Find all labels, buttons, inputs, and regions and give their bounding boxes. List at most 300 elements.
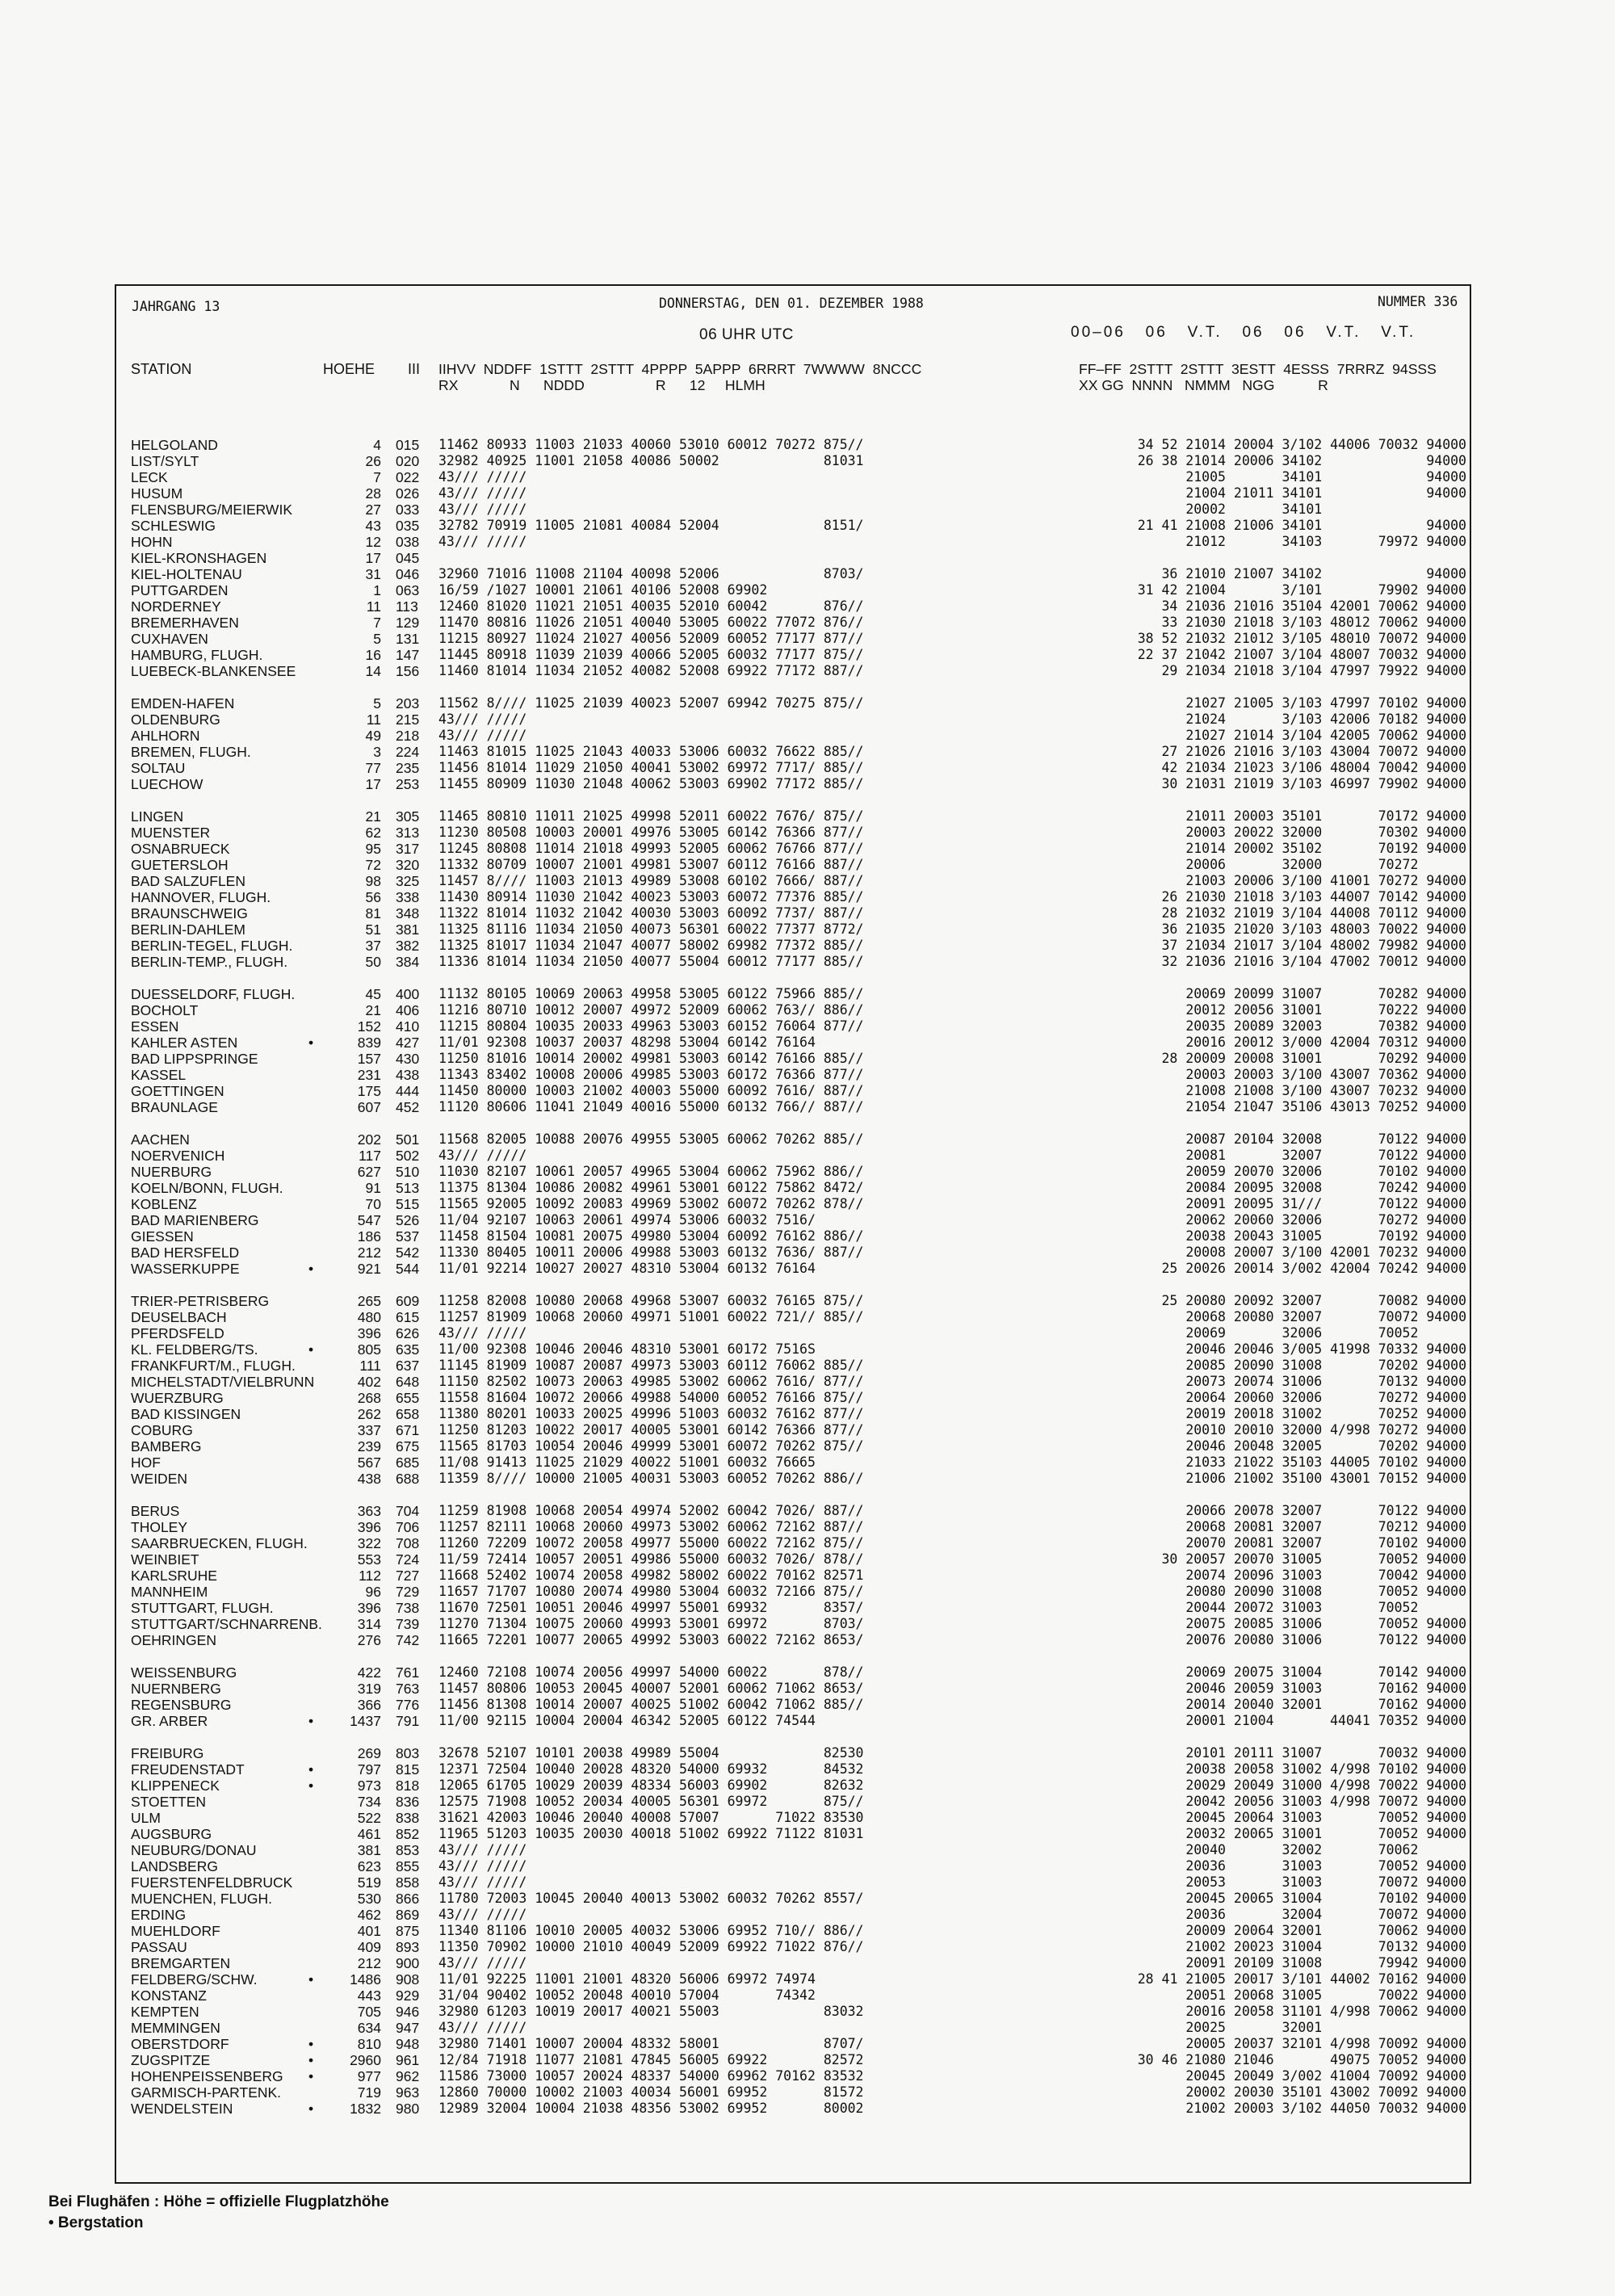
station-height: 239 [357, 1438, 381, 1454]
station-height: 705 [357, 2004, 381, 2020]
station-index: 724 [396, 1551, 420, 1568]
station-height: 50 [365, 954, 381, 970]
station-height: 28 [365, 485, 381, 502]
station-index: 400 [396, 986, 420, 1002]
synop-right-groups: 21005 34101 94000 [1185, 469, 1466, 485]
synop-right-groups: 21027 21005 3/103 47997 70102 94000 [1185, 695, 1466, 711]
synop-left-groups: 11259 81908 10068 20054 49974 52002 60042 7026/ 887// [438, 1503, 864, 1518]
station-index: 858 [396, 1874, 420, 1891]
station-name: REGENSBURG [131, 1697, 232, 1713]
synop-left-groups: 11457 8//// 11003 21013 49989 53008 60102 7666/ 887// [438, 873, 864, 888]
station-height: 522 [357, 1810, 381, 1826]
station-index: 129 [396, 615, 420, 631]
synop-left-groups: 43/// ///// [438, 1842, 527, 1857]
station-height: 21 [365, 1002, 381, 1018]
synop-right-groups: 20032 20065 31001 70052 94000 [1185, 1826, 1466, 1841]
station-height: 839 [357, 1035, 381, 1051]
synop-left-groups: 12860 70000 10002 21003 40034 56001 69952 81572 [438, 2084, 864, 2100]
station-index: 338 [396, 889, 420, 905]
station-index: 658 [396, 1406, 420, 1422]
station-height: 462 [357, 1907, 381, 1923]
station-name: COBURG [131, 1422, 193, 1438]
issue-number: NUMMER 336 [1378, 294, 1458, 309]
station-name: SAARBRUECKEN, FLUGH. [131, 1535, 308, 1551]
station-name: BAD LIPPSPRINGE [131, 1051, 258, 1067]
station-index: 513 [396, 1180, 420, 1196]
synop-right-groups: 20040 32002 70062 [1185, 1842, 1466, 1857]
synop-left-groups: 11668 52402 10074 20058 49982 58002 60022 70162 82571 [438, 1568, 864, 1583]
station-index: 218 [396, 728, 420, 744]
synop-right-groups: 20012 20056 31001 70222 94000 [1185, 1002, 1466, 1018]
synop-left-groups: 11257 81909 10068 20060 49971 51001 60022 721// 885// [438, 1309, 864, 1324]
mountain-station-marker: • [308, 1261, 314, 1277]
station-index: 542 [396, 1245, 420, 1261]
station-name: FELDBERG/SCHW. [131, 1971, 258, 1987]
synop-left-groups: 32782 70919 11005 21081 40084 52004 8151/ [438, 518, 864, 533]
station-height: 81 [365, 905, 381, 921]
synop-right-groups: 21 41 21008 21006 34101 94000 [1137, 518, 1466, 533]
station-height: 202 [357, 1131, 381, 1148]
synop-left-groups: 11450 80000 10003 21002 40003 55000 60092 7616/ 887// [438, 1083, 864, 1098]
station-height: 17 [365, 550, 381, 566]
synop-left-groups: 31/04 90402 10052 20048 40010 57004 74342 [438, 1987, 816, 2003]
station-name: PUTTGARDEN [131, 582, 229, 598]
station-height: 265 [357, 1293, 381, 1309]
station-height: 17 [365, 776, 381, 792]
col-iii: III [408, 361, 421, 377]
station-name: WASSERKUPPE [131, 1261, 240, 1277]
synop-right-groups: 28 41 21005 20017 3/101 44002 70162 94000 [1137, 1971, 1466, 1987]
station-height: 396 [357, 1325, 381, 1341]
station-name: FREIBURG [131, 1745, 204, 1761]
station-index: 727 [396, 1568, 420, 1584]
synop-left-groups: 11460 81014 11034 21052 40082 52008 69922 77172 887// [438, 663, 864, 678]
station-height: 111 [359, 1358, 381, 1374]
synop-right-groups: 20044 20072 31003 70052 [1185, 1600, 1466, 1615]
station-index: 961 [396, 2052, 420, 2068]
station-index: 253 [396, 776, 420, 792]
station-name: OLDENBURG [131, 711, 220, 728]
station-height: 70 [365, 1196, 381, 1212]
station-name: KASSEL [131, 1067, 187, 1083]
col-right-codes: FF–FF 2STTT 2STTT 3ESTT 4ESSS 7RRRZ 94SSS [1079, 361, 1437, 377]
station-index: 803 [396, 1745, 420, 1761]
station-index: 224 [396, 744, 420, 760]
synop-left-groups: 11568 82005 10088 20076 49955 53005 60062 70262 885// [438, 1131, 864, 1147]
col-hoehe: HOEHE [323, 361, 375, 377]
station-height: 212 [357, 1955, 381, 1971]
synop-left-groups: 11465 80810 11011 21025 49998 52011 60022 7676/ 875// [438, 808, 864, 824]
station-index: 708 [396, 1535, 420, 1551]
synop-right-groups: 20053 31003 70072 94000 [1185, 1874, 1466, 1890]
station-index: 501 [396, 1131, 420, 1148]
synop-right-groups: 20076 20080 31006 70122 94000 [1185, 1632, 1466, 1647]
station-height: 16 [365, 647, 381, 663]
station-index: 704 [396, 1503, 420, 1519]
station-height: 314 [357, 1616, 381, 1632]
station-index: 317 [396, 841, 420, 857]
station-name: AHLHORN [131, 728, 200, 744]
station-index: 526 [396, 1212, 420, 1228]
station-height: 5 [373, 631, 381, 647]
station-name: HANNOVER, FLUGH. [131, 889, 271, 905]
station-name: OSNABRUECK [131, 841, 230, 857]
station-name: BAMBERG [131, 1438, 202, 1454]
synop-left-groups: 11462 80933 11003 21033 40060 53010 60012 70272 875// [438, 437, 864, 452]
synop-right-groups: 21002 20003 3/102 44050 70032 94000 [1185, 2101, 1466, 2116]
station-height: 921 [357, 1261, 381, 1277]
station-name: KIEL-HOLTENAU [131, 566, 242, 582]
station-height: 175 [357, 1083, 381, 1099]
station-index: 515 [396, 1196, 420, 1212]
station-height: 21 [365, 808, 381, 825]
synop-left-groups: 12460 81020 11021 21051 40035 52010 60042 876// [438, 598, 864, 614]
station-name: BAD MARIENBERG [131, 1212, 259, 1228]
station-index: 875 [396, 1923, 420, 1939]
synop-left-groups: 11/00 92308 10046 20046 48310 53001 60172 7516S [438, 1341, 816, 1357]
synop-left-groups: 11245 80808 11014 21018 49993 52005 60062 76766 877// [438, 841, 864, 856]
station-height: 117 [359, 1148, 381, 1164]
station-height: 337 [357, 1422, 381, 1438]
synop-right-groups: 27 21026 21016 3/103 43004 70072 94000 [1161, 744, 1466, 759]
station-index: 502 [396, 1148, 420, 1164]
station-height: 567 [357, 1454, 381, 1471]
mountain-station-marker: • [308, 2068, 314, 2084]
station-height: 231 [357, 1067, 381, 1083]
station-height: 62 [365, 825, 381, 841]
synop-right-groups: 32 21036 21016 3/104 47002 70012 94000 [1161, 954, 1466, 969]
synop-left-groups: 11455 80909 11030 21048 40062 53003 69902 77172 885// [438, 776, 864, 791]
station-name: FRANKFURT/M., FLUGH. [131, 1358, 296, 1374]
station-index: 655 [396, 1390, 420, 1406]
synop-right-groups: 21011 20003 35101 70172 94000 [1185, 808, 1466, 824]
synop-right-groups: 20051 20068 31005 70022 94000 [1185, 1987, 1466, 2003]
synop-left-groups: 11456 81014 11029 21050 40041 53002 69972 7717/ 885// [438, 760, 864, 775]
synop-left-groups: 11325 81116 11034 21050 40073 56301 60022 77377 8772/ [438, 921, 864, 937]
synop-right-groups: 20059 20070 32006 70102 94000 [1185, 1164, 1466, 1179]
station-name: FLENSBURG/MEIERWIK [131, 502, 292, 518]
synop-left-groups: 11322 81014 11032 21042 40030 53003 60092 7737/ 887// [438, 905, 864, 921]
station-height: 480 [357, 1309, 381, 1325]
station-name: LECK [131, 469, 168, 485]
station-index: 729 [396, 1584, 420, 1600]
station-name: AUGSBURG [131, 1826, 212, 1842]
synop-left-groups: 11336 81014 11034 21050 40077 55004 60012 77177 885// [438, 954, 864, 969]
station-index: 963 [396, 2084, 420, 2101]
station-height: 734 [357, 1794, 381, 1810]
station-name: BREMERHAVEN [131, 615, 239, 631]
synop-left-groups: 11216 80710 10012 20007 49972 52009 60062 763// 886// [438, 1002, 864, 1018]
station-index: 381 [396, 921, 420, 938]
station-name: ERDING [131, 1907, 187, 1923]
synop-right-groups: 20038 20043 31005 70192 94000 [1185, 1228, 1466, 1244]
station-height: 11 [366, 711, 381, 728]
synop-left-groups: 11145 81909 10087 20087 49973 53003 60112 76062 885// [438, 1358, 864, 1373]
synop-left-groups: 11215 80927 11024 21027 40056 52009 60052 77177 877// [438, 631, 864, 646]
synop-left-groups: 32980 71401 10007 20004 48332 58001 8707/ [438, 2036, 864, 2051]
station-index: 635 [396, 1341, 420, 1358]
station-index: 946 [396, 2004, 420, 2020]
station-name: BERLIN-DAHLEM [131, 921, 245, 938]
station-height: 973 [357, 1778, 381, 1794]
synop-left-groups: 12575 71908 10052 20034 40005 56301 69972 875// [438, 1794, 864, 1809]
station-name: HOHN [131, 534, 173, 550]
synop-left-groups: 11260 72209 10072 20058 49977 55000 60022 72162 875// [438, 1535, 864, 1551]
station-index: 035 [396, 518, 420, 534]
synop-right-groups: 20046 20059 31003 70162 94000 [1185, 1681, 1466, 1696]
synop-left-groups: 12460 72108 10074 20056 49997 54000 60022 878// [438, 1664, 864, 1680]
station-index: 026 [396, 485, 420, 502]
synop-left-groups: 11030 82107 10061 20057 49965 53004 60062 75962 886// [438, 1164, 864, 1179]
synop-left-groups: 43/// ///// [438, 1148, 527, 1163]
station-name: LANDSBERG [131, 1858, 218, 1874]
station-name: BOCHOLT [131, 1002, 199, 1018]
synop-right-groups: 20016 20058 31101 4/998 70062 94000 [1185, 2004, 1466, 2019]
station-index: 866 [396, 1891, 420, 1907]
station-index: 900 [396, 1955, 420, 1971]
station-name: BAD KISSINGEN [131, 1406, 241, 1422]
station-name: DUESSELDORF, FLUGH. [131, 986, 296, 1002]
station-index: 626 [396, 1325, 420, 1341]
station-index: 537 [396, 1228, 420, 1245]
synop-right-groups: 20066 20078 32007 70122 94000 [1185, 1503, 1466, 1518]
station-name: WUERZBURG [131, 1390, 224, 1406]
synop-right-groups: 25 20080 20092 32007 70082 94000 [1161, 1293, 1466, 1308]
station-name: STUTTGART, FLUGH. [131, 1600, 274, 1616]
synop-left-groups: 11375 81304 10086 20082 49961 53001 60122 75862 8472/ [438, 1180, 864, 1195]
synop-left-groups: 11445 80918 11039 21039 40066 52005 60032 77177 875// [438, 647, 864, 662]
station-index: 430 [396, 1051, 420, 1067]
station-name: AACHEN [131, 1131, 190, 1148]
station-name: GR. ARBER [131, 1713, 208, 1729]
synop-left-groups: 43/// ///// [438, 1955, 527, 1971]
station-name: WEINBIET [131, 1551, 199, 1568]
station-height: 37 [365, 938, 381, 954]
station-height: 443 [357, 1987, 381, 2004]
synop-right-groups: 20080 20090 31008 70052 94000 [1185, 1584, 1466, 1599]
station-index: 675 [396, 1438, 420, 1454]
station-name: KL. FELDBERG/TS. [131, 1341, 258, 1358]
synop-left-groups: 43/// ///// [438, 728, 527, 743]
station-height: 1 [373, 582, 381, 598]
station-height: 43 [365, 518, 381, 534]
synop-left-groups: 11458 81504 10081 20075 49980 53004 60092 76162 886// [438, 1228, 864, 1244]
synop-right-groups: 20029 20049 31000 4/998 70022 94000 [1185, 1778, 1466, 1793]
station-name: ESSEN [131, 1018, 179, 1035]
station-height: 519 [357, 1874, 381, 1891]
station-name: GIESSEN [131, 1228, 194, 1245]
synop-right-groups: 20091 20095 31/// 70122 94000 [1185, 1196, 1466, 1211]
station-height: 98 [365, 873, 381, 889]
station-name: NEUBURG/DONAU [131, 1842, 257, 1858]
station-index: 510 [396, 1164, 420, 1180]
synop-left-groups: 11340 81106 10010 20005 40032 53006 69952 710// 886// [438, 1923, 864, 1938]
synop-left-groups: 43/// ///// [438, 1874, 527, 1890]
station-name: STUTTGART/SCHNARRENB. [131, 1616, 322, 1632]
station-name: OBERSTDORF [131, 2036, 229, 2052]
synop-right-groups: 20068 20080 32007 70072 94000 [1185, 1309, 1466, 1324]
station-height: 797 [357, 1761, 381, 1778]
station-name: CUXHAVEN [131, 631, 208, 647]
synop-right-groups: 20062 20060 32006 70272 94000 [1185, 1212, 1466, 1228]
station-name: MICHELSTADT/VIELBRUNN [131, 1374, 315, 1390]
synop-left-groups: 11150 82502 10073 20063 49985 53002 60062 7616/ 877// [438, 1374, 864, 1389]
station-name: NOERVENICH [131, 1148, 225, 1164]
station-index: 147 [396, 647, 420, 663]
station-height: 553 [357, 1551, 381, 1568]
mountain-station-marker: • [308, 1713, 314, 1729]
station-name: SOLTAU [131, 760, 186, 776]
station-height: 5 [373, 695, 381, 711]
station-index: 203 [396, 695, 420, 711]
synop-left-groups: 11657 71707 10080 20074 49980 53004 60032 72166 875// [438, 1584, 864, 1599]
col-left-codes-2: RX N NDDD R 12 HLMH [438, 377, 766, 393]
station-name: LUEBECK-BLANKENSEE [131, 663, 296, 679]
synop-right-groups: 21027 21014 3/104 42005 70062 94000 [1185, 728, 1466, 743]
synop-left-groups: 12371 72504 10040 20028 48320 54000 69932 84532 [438, 1761, 864, 1777]
station-height: 72 [365, 857, 381, 873]
station-height: 607 [357, 1099, 381, 1115]
station-name: HOF [131, 1454, 161, 1471]
station-name: FREUDENSTADT [131, 1761, 245, 1778]
station-index: 020 [396, 453, 420, 469]
synop-right-groups: 21012 34103 79972 94000 [1185, 534, 1466, 549]
synop-right-groups: 20014 20040 32001 70162 94000 [1185, 1697, 1466, 1712]
synop-right-groups: 20070 20081 32007 70102 94000 [1185, 1535, 1466, 1551]
synop-right-groups: 20087 20104 32008 70122 94000 [1185, 1131, 1466, 1147]
station-height: 96 [365, 1584, 381, 1600]
synop-right-groups: 21054 21047 35106 43013 70252 94000 [1185, 1099, 1466, 1114]
station-name: BREMEN, FLUGH. [131, 744, 251, 760]
station-index: 235 [396, 760, 420, 776]
synop-right-groups: 20085 20090 31008 70202 94000 [1185, 1358, 1466, 1373]
station-name: KAHLER ASTEN [131, 1035, 238, 1051]
station-name: STOETTEN [131, 1794, 207, 1810]
synop-right-groups: 20009 20064 32001 70062 94000 [1185, 1923, 1466, 1938]
station-name: KIEL-KRONSHAGEN [131, 550, 267, 566]
synop-left-groups: 11215 80804 10035 20033 49963 53003 60152 76064 877// [438, 1018, 864, 1034]
station-index: 947 [396, 2020, 420, 2036]
station-name: NUERNBERG [131, 1681, 221, 1697]
synop-right-groups: 20038 20058 31002 4/998 70102 94000 [1185, 1761, 1466, 1777]
synop-right-groups: 20002 20030 35101 43002 70092 94000 [1185, 2084, 1466, 2100]
station-name: MUEHLDORF [131, 1923, 220, 1939]
synop-left-groups: 11780 72003 10045 20040 40013 53002 60032 70262 8557/ [438, 1891, 864, 1906]
station-index: 763 [396, 1681, 420, 1697]
synop-right-groups: 20003 20022 32000 70302 94000 [1185, 825, 1466, 840]
col-station: STATION [131, 361, 192, 377]
station-height: 4 [373, 437, 381, 453]
synop-left-groups: 32980 61203 10019 20017 40021 55003 83032 [438, 2004, 864, 2019]
synop-right-groups: 20036 32004 70072 94000 [1185, 1907, 1466, 1922]
synop-right-groups: 20074 20096 31003 70042 94000 [1185, 1568, 1466, 1583]
station-name: LINGEN [131, 808, 184, 825]
station-index: 320 [396, 857, 420, 873]
synop-left-groups: 11132 80105 10069 20063 49958 53005 60122 75966 885// [438, 986, 864, 1001]
station-height: 91 [365, 1180, 381, 1196]
station-height: 3 [373, 744, 381, 760]
station-index: 685 [396, 1454, 420, 1471]
synop-left-groups: 11343 83402 10008 20006 49985 53003 60172 76366 877// [438, 1067, 864, 1082]
station-height: 27 [365, 502, 381, 518]
synop-right-groups: 20075 20085 31006 70052 94000 [1185, 1616, 1466, 1631]
synop-right-groups: 21008 21008 3/100 43007 70232 94000 [1185, 1083, 1466, 1098]
synop-left-groups: 11562 8//// 11025 21039 40023 52007 69942 70275 875// [438, 695, 864, 711]
station-index: 038 [396, 534, 420, 550]
station-index: 836 [396, 1794, 420, 1810]
synop-left-groups: 11670 72501 10051 20046 49997 55001 69932 8357/ [438, 1600, 864, 1615]
synop-right-groups: 22 37 21042 21007 3/104 48007 70032 94000 [1137, 647, 1466, 662]
synop-left-groups: 11/00 92115 10004 20004 46342 52005 60122 74544 [438, 1713, 816, 1728]
station-name: NUERBURG [131, 1164, 212, 1180]
station-name: BERUS [131, 1503, 180, 1519]
station-index: 015 [396, 437, 420, 453]
station-index: 313 [396, 825, 420, 841]
station-name: MUENSTER [131, 825, 211, 841]
station-index: 893 [396, 1939, 420, 1955]
station-height: 112 [359, 1568, 381, 1584]
station-name: MEMMINGEN [131, 2020, 220, 2036]
station-name: BRAUNLAGE [131, 1099, 218, 1115]
synop-right-groups: 20006 32000 70272 [1185, 857, 1466, 872]
synop-right-groups: 34 21036 21016 35104 42001 70062 94000 [1161, 598, 1466, 614]
station-index: 869 [396, 1907, 420, 1923]
station-index: 761 [396, 1664, 420, 1681]
synop-left-groups: 11380 80201 10033 20025 49996 51003 60032 76162 877// [438, 1406, 864, 1421]
station-name: WEISSENBURG [131, 1664, 237, 1681]
station-index: 929 [396, 1987, 420, 2004]
station-height: 977 [357, 2068, 381, 2084]
station-name: NORDERNEY [131, 598, 221, 615]
station-index: 438 [396, 1067, 420, 1083]
station-height: 402 [357, 1374, 381, 1390]
synop-left-groups: 43/// ///// [438, 485, 527, 501]
station-name: FUERSTENFELDBRUCK [131, 1874, 293, 1891]
synop-left-groups: 11/01 92225 11001 21001 48320 56006 69972 74974 [438, 1971, 816, 1987]
station-name: MANNHEIM [131, 1584, 208, 1600]
synop-right-groups: 38 52 21032 21012 3/105 48010 70072 94000 [1137, 631, 1466, 646]
footnote-airport-height: Bei Flughäfen : Höhe = offizielle Flugplatzhöhe [48, 2193, 389, 2210]
station-index: 022 [396, 469, 420, 485]
station-height: 56 [365, 889, 381, 905]
synop-left-groups: 11250 81016 10014 20002 49981 53003 60142 76166 885// [438, 1051, 864, 1066]
station-index: 348 [396, 905, 420, 921]
station-index: 156 [396, 663, 420, 679]
station-index: 818 [396, 1778, 420, 1794]
station-index: 615 [396, 1309, 420, 1325]
synop-left-groups: 11/08 91413 11025 21029 40022 51001 60032 76665 [438, 1454, 816, 1470]
mountain-station-marker: • [308, 2036, 314, 2052]
station-height: 461 [357, 1826, 381, 1842]
station-height: 269 [357, 1745, 381, 1761]
right-group-heading: 00–06 06 V.T. 06 06 V.T. V.T. [1071, 324, 1416, 341]
synop-left-groups: 11430 80914 11030 21042 40023 53003 60072 77376 885// [438, 889, 864, 905]
synop-right-groups: 30 21031 21019 3/103 46997 79902 94000 [1161, 776, 1466, 791]
synop-right-groups: 20036 31003 70052 94000 [1185, 1858, 1466, 1874]
col-right-codes-2: XX GG NNNN NMMM NGG R [1079, 377, 1328, 393]
station-index: 855 [396, 1858, 420, 1874]
station-index: 908 [396, 1971, 420, 1987]
synop-right-groups: 20005 20037 32101 4/998 70092 94000 [1185, 2036, 1466, 2051]
synop-left-groups: 11965 51203 10035 20030 40018 51002 69922 71122 81031 [438, 1826, 864, 1841]
station-height: 31 [365, 566, 381, 582]
synop-right-groups: 20035 20089 32003 70382 94000 [1185, 1018, 1466, 1034]
mountain-station-marker: • [308, 1971, 314, 1987]
station-name: PFERDSFELD [131, 1325, 224, 1341]
station-name: BAD SALZUFLEN [131, 873, 245, 889]
station-index: 131 [396, 631, 420, 647]
station-index: 305 [396, 808, 420, 825]
